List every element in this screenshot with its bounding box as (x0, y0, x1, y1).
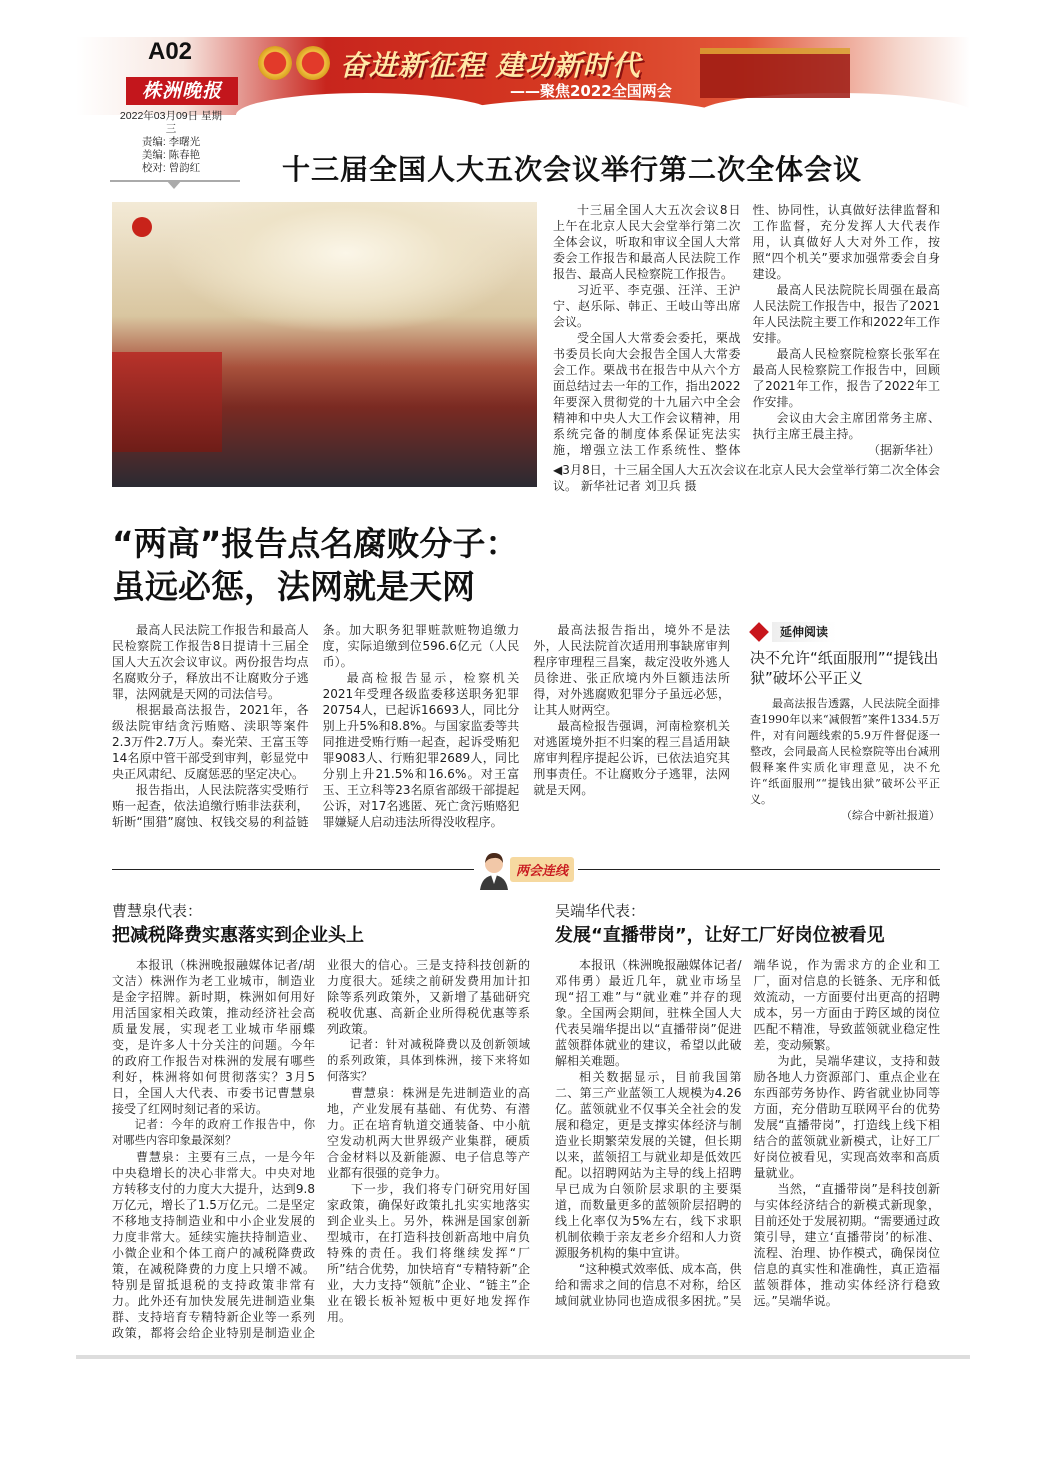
congress-hall-photo (112, 202, 537, 487)
article4-body (555, 957, 940, 1309)
article3-body (112, 957, 530, 1341)
headline-line: 虽远必惩，法网就是天网 (112, 567, 475, 606)
question: 记者：今年的政府工作报告中，你对哪些内容印象最深刻？ (112, 1118, 315, 1147)
article1-source: （据新华社） (867, 443, 940, 457)
section-header (112, 846, 940, 892)
section-label: 两会连线 (510, 857, 574, 882)
article3-kicker: 曹慧泉代表： (112, 902, 203, 920)
article1-headline: 十三届全国人大五次会议举行第二次全体会议 (282, 153, 863, 186)
cppcc-emblem-icon (296, 46, 330, 80)
banner-slogan: 奋进新征程 建功新时代 (340, 49, 641, 82)
article2-headline (112, 522, 940, 608)
paragraph: 相关数据显示，目前我国第二、第三产业蓝领工人规模为4.26亿。蓝领就业不仅事关全社会的发展和稳定，更是支撑实体经济与制造业长期繁荣发展的关键，但长期以来，蓝领招工与就业却是低效匹配。以招聘网站为主导的线上招聘早已成为白领阶层求职的主要渠道，而数量更多的蓝领阶层招聘的线上化率仅为5%左右，线下求职机制依赖于亲友老乡介绍和人力资源服务机构的集中宣讲。 (555, 1070, 742, 1260)
question: 记者：针对减税降费以及创新领域的系列政策，具体到株洲，接下来将如何落实？ (327, 1038, 530, 1083)
paragraph: 最高检报告显示，检察机关2021年受理各级监委移送职务犯罪20754人，已起诉16693人，同比分别上升5%和8.8%。与国家监委等共同推进受贿行贿一起查，起诉受贿犯罪9083人、行贿犯罪2689人，同比分别上升21.5%和16.6%。对王富玉、王立科等23名原省部级干部提起公诉，对17名逃匿、死亡贪污贿赂犯罪嫌疑人启动违法所得没收程序。 (322, 671, 520, 829)
reporter-avatar-icon (478, 848, 510, 890)
headline-line: “两高”报告点名腐败分子： (112, 524, 519, 563)
sidebar (750, 622, 940, 824)
page-number: A02 (148, 38, 193, 65)
paper-logo: 株洲晚报 (126, 77, 238, 105)
sidebar-tag: 延伸阅读 (772, 622, 836, 642)
national-emblem-icon (258, 46, 292, 80)
paragraph: 本报讯（株洲晚报融媒体记者/胡文洁）株洲作为老工业城市，制造业是金字招牌。新时期，株洲如何用好用活国家相关政策，推动经济社会高质量发展，实现老工业城市华丽蝶变，是许多人十分关注的问题。今年的政府工作报告对株洲的发展有哪些利好，株洲将如何贯彻落实？3月5日，全国人大代表、市委书记曹慧泉接受了红网时刻记者的采访。 (112, 958, 315, 1116)
article4 (555, 892, 940, 1309)
page-content (112, 150, 940, 1359)
designer: 美编: 陈春艳 (141, 149, 201, 161)
bottom-row (112, 892, 940, 1341)
tiananmen-illustration (700, 48, 850, 98)
article1-row (112, 202, 940, 494)
sidebar-source: （综合中新社报道） (841, 809, 940, 822)
paragraph: 报告指出，人民法院落实受贿行贿一起查，依法追缴行贿非法获利，斩断“围猎”腐蚀、权钱交易的利益链条。加大职务犯罪赃款赃物追缴力度，实际追缴到位596.6亿元（人民币）。 (112, 623, 520, 829)
paragraph: 为此，吴端华建议，支持和鼓励各地人力资源部门、重点企业在东西部劳务协作、跨省就业协同等方面，充分借助互联网平台的优势发展“直播带岗”，打造线上线下相结合的蓝领就业新模式，让好工厂好岗位被看见，实现高效率和高质量就业。 (753, 1054, 940, 1180)
page-footer-rule (76, 1355, 970, 1359)
article2-body (112, 622, 730, 830)
diamond-tag-icon (749, 622, 769, 642)
article1-body (553, 202, 940, 458)
paragraph: 习近平、李克强、汪洋、王沪宁、赵乐际、韩正、王岐山等出席会议。 (553, 283, 741, 329)
banner-subtitle: ——聚焦2022全国两会 (510, 82, 672, 100)
photo-caption: ◀3月8日，十三届全国人大五次会议在北京人民大会堂举行第二次全体会议。 新华社记者 刘卫兵 摄 (553, 463, 940, 493)
paragraph: 当然，“直播带岗”是科技创新与实体经济结合的新模式新现象，目前还处于发展初期。“需要通过政策引导，建立‘直播带岗’的标准、流程、治理、协作模式，确保岗位信息的真实性和准确性，真正造福蓝领群体，推动实体经济行稳致远。”吴端华说。 (753, 1182, 940, 1308)
section-rule (578, 869, 940, 870)
sidebar-title: 决不允许“纸面服刑”“提钱出狱”破坏公平正义 (750, 649, 939, 687)
paragraph: 曹慧泉：主要有三点，一是今年中央稳增长的决心非常大。中央对地方转移支付的力度大大提升，达到9.8万亿元，增长了1.5万亿元。二是坚定不移地支持制造业和中小企业发展的力度非常大。延续实施扶持制造业、小微企业和个体工商户的减税降费政策，在减税降费的力度上只增不减。特别是留抵退税的支持政策非常有力。此外还有加快发展先进制造业集群、支持培育专精特新企业等一系列政策，都将会给企业特别是制造业企业很大的信心。三是支持科技创新的力度很大。延续之前研发费用加计扣除等系列政策外，又新增了基础研究税收优惠、高新企业所得税优惠等系列政策。 (112, 958, 530, 1340)
paragraph: 最高人民法院工作报告和最高人民检察院工作报告8日提请十三届全国人大五次会议审议。两份报告均点名腐败分子，释放出不让腐败分子逃罪，法网就是天网的司法信号。 (112, 623, 309, 701)
article4-kicker: 吴端华代表： (555, 902, 646, 920)
paragraph: 最高法报告指出，境外不是法外，人民法院首次适用刑事缺席审判程序审理程三昌案，裁定没收外逃人员徐进、张正欣境内外巨额违法所得，对外逃腐败犯罪分子虽远必惩，让其人财两空。 (533, 623, 730, 717)
article4-headline: 发展“直播带岗”，让好工厂好岗位被看见 (555, 925, 885, 946)
paragraph: 最高人民法院院长周强在最高人民法院工作报告中，报告了2021年人民法院主要工作和2022年工作安排。 (752, 283, 940, 345)
sidebar-tag-row (750, 622, 940, 642)
article3-headline: 把减税降费实惠落实到企业头上 (112, 925, 364, 946)
paragraph: 十三届全国人大五次会议8日上午在北京人民大会堂举行第二次全体会议，听取和审议全国人大常委会工作报告和最高人民法院工作报告、最高人民检察院工作报告。 (553, 203, 741, 281)
paragraph: 最高人民检察院检察长张军在最高人民检察院工作报告中，回顾了2021年工作，报告了2022年工作安排。 (752, 347, 940, 409)
article1-text (553, 202, 940, 494)
paragraph: 受全国人大常委会委托，栗战书委员长向大会报告全国人大常委会工作。栗战书在报告中从六个方面总结过去一年的工作，指出2022年要深入贯彻党的十九届六中全会精神和中央人大工作会议精神，用系统完备的制度体系保证宪法实施，增强立法工作系统性、整体性、协同性，认真做好法律监督和工作监督，充分发挥人大代表作用，认真做好人大对外工作，按照“四个机关”要求加强常委会自身建设。 (553, 203, 940, 457)
paragraph: 最高法报告透露，人民法院全面排查1990年以来“减假暂”案件1334.5万件，对有问题线索的5.9万件督促逐一整改，会同最高人民检察院等出台减刑假释案件实质化审理意见，决不允许“纸面服刑”“提钱出狱”破坏公平正义。 (750, 697, 940, 806)
paragraph: “这种模式效率低、成本高，供给和需求之间的信息不对称，给区域间就业协同也造成很多困扰。”吴端华说，作为需求方的企业和工厂，面对信息的长链条、无序和低效流动，一方面要付出更高的招聘成本，另一方面由于跨区域的岗位匹配不精准，导致蓝领就业稳定性差，变动频繁。 (555, 958, 940, 1308)
paragraph: 下一步，我们将专门研究用好国家政策，确保好政策扎扎实实地落实到企业头上。另外，株洲是国家创新型城市，在打造科技创新高地中肩负特殊的责任。我们将继续发挥“厂所”结合优势，加快培育“专精特新”企业，大力支持“领航”企业、“链主”企业在锻长板补短板中更好地发挥作用。 (327, 1182, 530, 1324)
proofreader: 校对: 曾韵红 (141, 162, 201, 174)
issue-date: 2022年03月09日 星期三 (119, 110, 223, 135)
paragraph: 曹慧泉：株洲是先进制造业的高地，产业发展有基础、有优势、有潜力。正在培育轨道交通装备、中小航空发动机两大世界级产业集群，硬质合金材料以及新能源、电子信息等产业都有很强的竞争力。 (327, 1086, 530, 1180)
article3 (112, 892, 530, 1341)
article2-row (112, 622, 940, 830)
paragraph: 本报讯（株洲晚报融媒体记者/邓伟勇）最近几年，就业市场呈现“招工难”与“就业难”并存的现象。全国两会期间，驻株全国人大代表吴端华提出以“直播带岗”促进蓝领群体就业的建议，希望以此破解相关难题。 (555, 958, 742, 1068)
paragraph: 最高检报告强调，河南检察机关对逃匿境外拒不归案的程三昌适用缺席审判程序提起公诉，已依法追究其刑事责任。不让腐败分子逃罪，法网就是天网。 (533, 719, 730, 797)
paragraph: 根据最高法报告，2021年，各级法院审结贪污贿赂、渎职等案件2.3万件2.7万人。秦光荣、王富玉等14名原中管干部受到审判，彰显党中央正风肃纪、反腐惩恶的坚定决心。 (112, 703, 309, 781)
editor: 责编: 李曙光 (141, 136, 201, 148)
section-rule (112, 869, 474, 870)
paragraph: 会议由大会主席团常务主席、执行主席王晨主持。 (752, 411, 940, 441)
sidebar-body (750, 696, 940, 824)
